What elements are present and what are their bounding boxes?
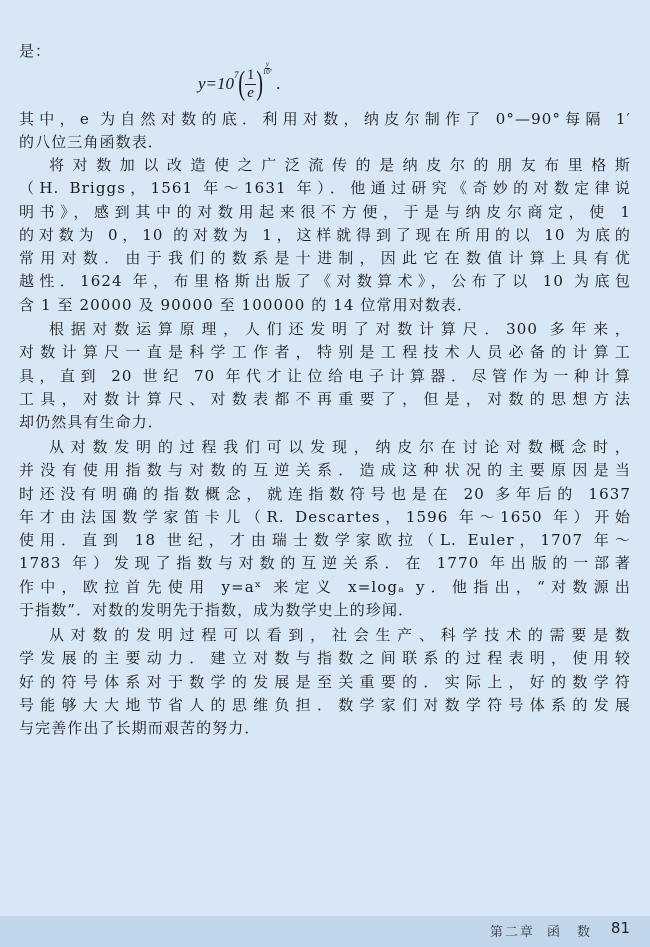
text-line: 根据对数运算原理，人们还发明了对数计算尺．300 多年来，	[49, 320, 631, 338]
formula-lhs: y=10	[198, 74, 235, 93]
text-line: 使用．直到 18 世纪，才由瑞士数学家欧拉（L. Euler，1707 年～	[19, 531, 631, 550]
formula-right-paren: )	[256, 65, 264, 102]
paragraph-2	[19, 154, 631, 317]
text-line: 的对数为 0，10 的对数为 1，这样就得到了现在所用的以 10 为底的	[19, 225, 631, 244]
formula-power-numerator: y	[265, 59, 269, 68]
formula-power-denominator: 10⁷	[262, 67, 273, 76]
formula-fraction-denominator: e	[247, 84, 254, 101]
text-line: 从对数的发明过程可以看到，社会生产、科学技术的需要是数	[49, 626, 631, 644]
formula-left-paren: (	[237, 65, 245, 102]
text-line: 并没有使用指数与对数的互逆关系．造成这种状况的主要原因是当	[19, 461, 631, 480]
text-line: 好的符号体系对于数学的发展是至关重要的．实际上，好的数学符	[19, 672, 631, 691]
paragraph-1	[19, 108, 631, 155]
text-line: 含 1 至 20000 及 90000 至 100000 的 14 位常用对数表．	[19, 295, 474, 314]
text-line: 的八位三角函数表．	[19, 133, 164, 152]
text-line: 1783 年）发现了指数与对数的互逆关系．在 1770 年出版的一部著	[19, 554, 631, 573]
text-line: 具，直到 20 世纪 70 年代才让位给电子计算器．尽管作为一种计算	[19, 366, 631, 385]
page-footer	[0, 916, 650, 947]
lead-text: 是：	[19, 42, 52, 60]
text-line: 年才由法国数学家笛卡儿（R. Descartes，1596 年～1650 年）开始	[19, 507, 631, 526]
paragraph-4	[19, 436, 631, 622]
text-line: 号能够大大地节省人的思维负担．数学家们对数学符号体系的发展	[19, 695, 631, 714]
chapter-label: 第二章 函 数	[489, 925, 592, 940]
text-line: 与完善作出了长期而艰苦的努力．	[19, 719, 261, 738]
text-line: 工具，对数计算尺、对数表都不再重要了，但是，对数的思想方法	[19, 389, 631, 408]
formula-fraction	[245, 67, 257, 101]
text-line: 常用对数．由于我们的数系是十进制，因此它在数值计算上具有优	[19, 249, 631, 268]
text-line: 学发展的主要动力．建立对数与指数之间联系的过程表明，使用较	[19, 649, 631, 668]
text-line: （H. Briggs，1561 年～1631 年）．他通过研究《奇妙的对数定律说	[19, 179, 631, 198]
formula-period: .	[276, 74, 281, 93]
text-line: 将对数加以改造使之广泛流传的是纳皮尔的朋友布里格斯	[49, 156, 631, 174]
formula-exponent-7: 7	[234, 70, 239, 80]
text-line: 越性．1624 年，布里格斯出版了《对数算术》，公布了以 10 为底包	[19, 272, 631, 291]
formula-fraction-numerator: 1	[246, 67, 255, 83]
text-line: 对数计算尺一直是科学工作者，特别是工程技术人员必备的计算工	[19, 343, 631, 362]
text-line: 其中，e 为自然对数的底．利用对数，纳皮尔制作了 0°—90°每隔 1′	[19, 110, 631, 128]
text-line: 从对数发明的过程我们可以发现，纳皮尔在讨论对数概念时，	[49, 438, 631, 456]
paragraph-3	[19, 318, 631, 434]
text-line: 于指数”．对数的发明先于指数，成为数学史上的珍闻．	[19, 601, 415, 620]
text-line: 时还没有明确的指数概念，就连指数符号也是在 20 多年后的 1637	[19, 484, 631, 503]
page-number: 81	[610, 919, 630, 937]
text-line: 作中，欧拉首先使用 y=aˣ 来定义 x=logₐ y．他指出，“对数源出	[19, 577, 631, 596]
text-line: 却仍然具有生命力．	[19, 413, 164, 432]
napier-formula	[198, 59, 281, 106]
text-line: 明书》，感到其中的对数用起来很不方便，于是与纳皮尔商定，使 1	[19, 202, 631, 221]
formula-power	[263, 61, 272, 76]
paragraph-5	[19, 624, 631, 740]
